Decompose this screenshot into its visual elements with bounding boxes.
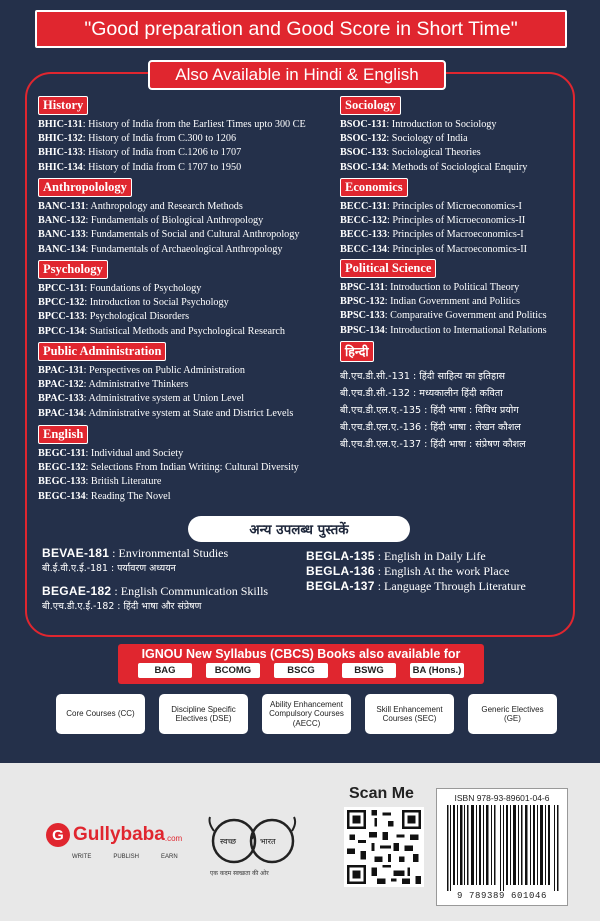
isbn-barcode	[436, 788, 568, 906]
list-item: BSOC-134: Methods of Sociological Enquiry	[340, 161, 528, 173]
swachh-bharat-glasses-icon	[206, 809, 298, 871]
list-item: BECC-133: Principles of Macroeconomics-I	[340, 229, 524, 241]
category-political-science	[340, 259, 547, 338]
list-item: BEGC-131: Individual and Society	[38, 448, 184, 459]
list-item: BPSC-132: Indian Government and Politics	[340, 296, 520, 308]
list-item: BPSC-133: Comparative Government and Politics	[340, 310, 547, 322]
list-item: BHIC-134: History of India from C 1707 to 1950	[38, 161, 242, 173]
program-list	[118, 663, 484, 678]
book-list	[38, 364, 293, 421]
category-title: हिन्दी	[340, 341, 374, 362]
category-hindi	[340, 341, 526, 453]
scan-me-label: Scan Me	[349, 785, 414, 802]
book-list	[340, 368, 526, 453]
course-type-card: Discipline Specific Electives (DSE)	[159, 694, 248, 734]
program-badge: BA (Hons.)	[410, 663, 464, 678]
list-item: BPCC-134: Statistical Methods and Psychological Research	[38, 325, 286, 337]
list-item: बी.एच.डी.सी.-132 : मध्यकालीन हिंदी कविता	[340, 388, 503, 399]
course-type-card: Generic Electives (GE)	[468, 694, 557, 734]
list-item: BHIC-132: History of India from C.300 to 1206	[38, 133, 237, 145]
list-item: बी.एच.डी.एल.ए.-137 : हिंदी भाषा : संप्रेषण कौशल	[340, 439, 526, 450]
book-list	[340, 200, 527, 257]
list-item: BANC-132: Fundamentals of Biological Anthropology	[38, 215, 264, 227]
category-title: Psychology	[38, 260, 108, 279]
barcode-icon	[445, 805, 561, 891]
cbcs-title: IGNOU New Syllabus (CBCS) Books also available for	[141, 647, 461, 661]
book-list	[340, 118, 527, 175]
category-history	[38, 96, 306, 175]
list-item: BECC-131: Principles of Microeconomics-I	[340, 201, 522, 212]
other-books-heading: अन्य उपलब्ध पुस्तकें	[188, 516, 410, 542]
available-heading: Also Available in Hindi & English	[148, 60, 446, 90]
list-item: BSOC-133: Sociological Theories	[340, 147, 481, 159]
other-book-item: BEGAE-182 : English Communication Skills बी.एच.डी.ए.ई.-182 : हिंदी भाषा और संप्रेषण	[42, 584, 269, 612]
list-item: BHIC-133: History of India from C.1206 to 1707	[38, 147, 242, 159]
other-book-item: BEGLA-136 : English At the work Place	[306, 564, 510, 578]
other-book-item: BEGLA-137 : Language Through Literature	[306, 579, 526, 593]
category-economics	[340, 178, 527, 257]
category-title: Political Science	[340, 259, 436, 278]
logo-suffix: .com	[164, 833, 183, 843]
program-badge: BSWG	[342, 663, 396, 678]
footer	[0, 763, 600, 921]
course-type-card: Core Courses (CC)	[56, 694, 145, 734]
list-item: BPCC-131: Foundations of Psychology	[38, 283, 202, 294]
barcode-number: 9 789389 601046	[456, 891, 547, 901]
list-item: BPAC-133: Administrative system at Union Level	[38, 393, 245, 405]
category-psychology	[38, 260, 285, 339]
swachh-tagline: एक कदम स्वच्छता की ओर	[210, 870, 269, 877]
category-anthropology	[38, 178, 299, 257]
book-list	[38, 282, 285, 339]
list-item: BPCC-133: Psychological Disorders	[38, 311, 190, 323]
list-item: BSOC-131: Introduction to Sociology	[340, 119, 497, 130]
list-item: BPAC-134: Administrative system at State and District Levels	[38, 407, 294, 419]
list-item: BECC-134: Principles of Macroeconomics-II	[340, 243, 528, 255]
logo-mark: G	[46, 823, 70, 847]
course-type-card: Skill Enhancement Courses (SEC)	[365, 694, 454, 734]
cbcs-banner	[118, 644, 484, 684]
other-book-item: BEVAE-181 : Environmental Studies बी.ई.वी.ए.ई.-181 : पर्यावरण अध्ययन	[42, 546, 229, 574]
list-item: बी.एच.डी.एल.ए.-135 : हिंदी भाषा : विविध प्रयोग	[340, 405, 519, 416]
program-badge: BAG	[138, 663, 192, 678]
list-item: BPCC-132: Introduction to Social Psychology	[38, 297, 229, 309]
book-list	[38, 200, 299, 257]
list-item: बी.एच.डी.एल.ए.-136 : हिंदी भाषा : लेखन कौशल	[340, 422, 521, 433]
isbn-text: ISBN 978-93-89601-04-6	[454, 793, 550, 803]
course-types	[56, 694, 557, 734]
list-item: BANC-133: Fundamentals of Social and Cultural Anthropology	[38, 229, 300, 241]
category-title: Anthropolology	[38, 178, 132, 197]
other-book-item: BEGLA-135 : English in Daily Life	[306, 549, 486, 563]
logo-tagline: WRITE PUBLISH EARN	[72, 854, 178, 860]
swachh-left-text: स्वच्छ	[220, 837, 237, 846]
list-item: BEGC-132: Selections From Indian Writing: Cultural Diversity	[38, 462, 299, 474]
list-item: BANC-131: Anthropology and Research Methods	[38, 201, 243, 212]
book-list	[38, 118, 306, 175]
swachh-right-text: भारत	[260, 837, 276, 846]
list-item: BSOC-132: Sociology of India	[340, 133, 468, 145]
category-title: English	[38, 425, 88, 444]
category-title: Public Administration	[38, 342, 166, 361]
category-title: Economics	[340, 178, 408, 197]
category-public-administration	[38, 342, 293, 421]
qr-code-icon	[344, 807, 424, 887]
category-title: Sociology	[340, 96, 401, 115]
list-item: BEGC-133: British Literature	[38, 476, 162, 488]
list-item: BPSC-131: Introduction to Political Theory	[340, 282, 520, 293]
list-item: BANC-134: Fundamentals of Archaeological Anthropology	[38, 243, 283, 255]
category-title: History	[38, 96, 88, 115]
logo-name: Gullybaba	[73, 824, 165, 845]
list-item: बी.एच.डी.सी.-131 : हिंदी साहित्य का इतिहास	[340, 371, 506, 382]
category-sociology	[340, 96, 527, 175]
list-item: BECC-132: Principles of Microeconomics-II	[340, 215, 526, 227]
list-item: BPAC-132: Administrative Thinkers	[38, 379, 189, 391]
top-banner: "Good preparation and Good Score in Short Time"	[35, 10, 567, 48]
gullybaba-logo	[46, 823, 182, 847]
list-item: BHIC-131: History of India from the Earliest Times upto 300 CE	[38, 119, 306, 130]
list-item: BEGC-134: Reading The Novel	[38, 490, 171, 502]
list-item: BPSC-134: Introduction to International Relations	[340, 324, 547, 336]
category-english	[38, 425, 299, 504]
book-list	[340, 281, 547, 338]
course-type-card: Ability Enhancement Compulsory Courses (AECC)	[262, 694, 351, 734]
list-item: BPAC-131: Perspectives on Public Administration	[38, 365, 245, 376]
program-badge: BSCG	[274, 663, 328, 678]
book-list	[38, 447, 299, 504]
program-badge: BCOMG	[206, 663, 260, 678]
